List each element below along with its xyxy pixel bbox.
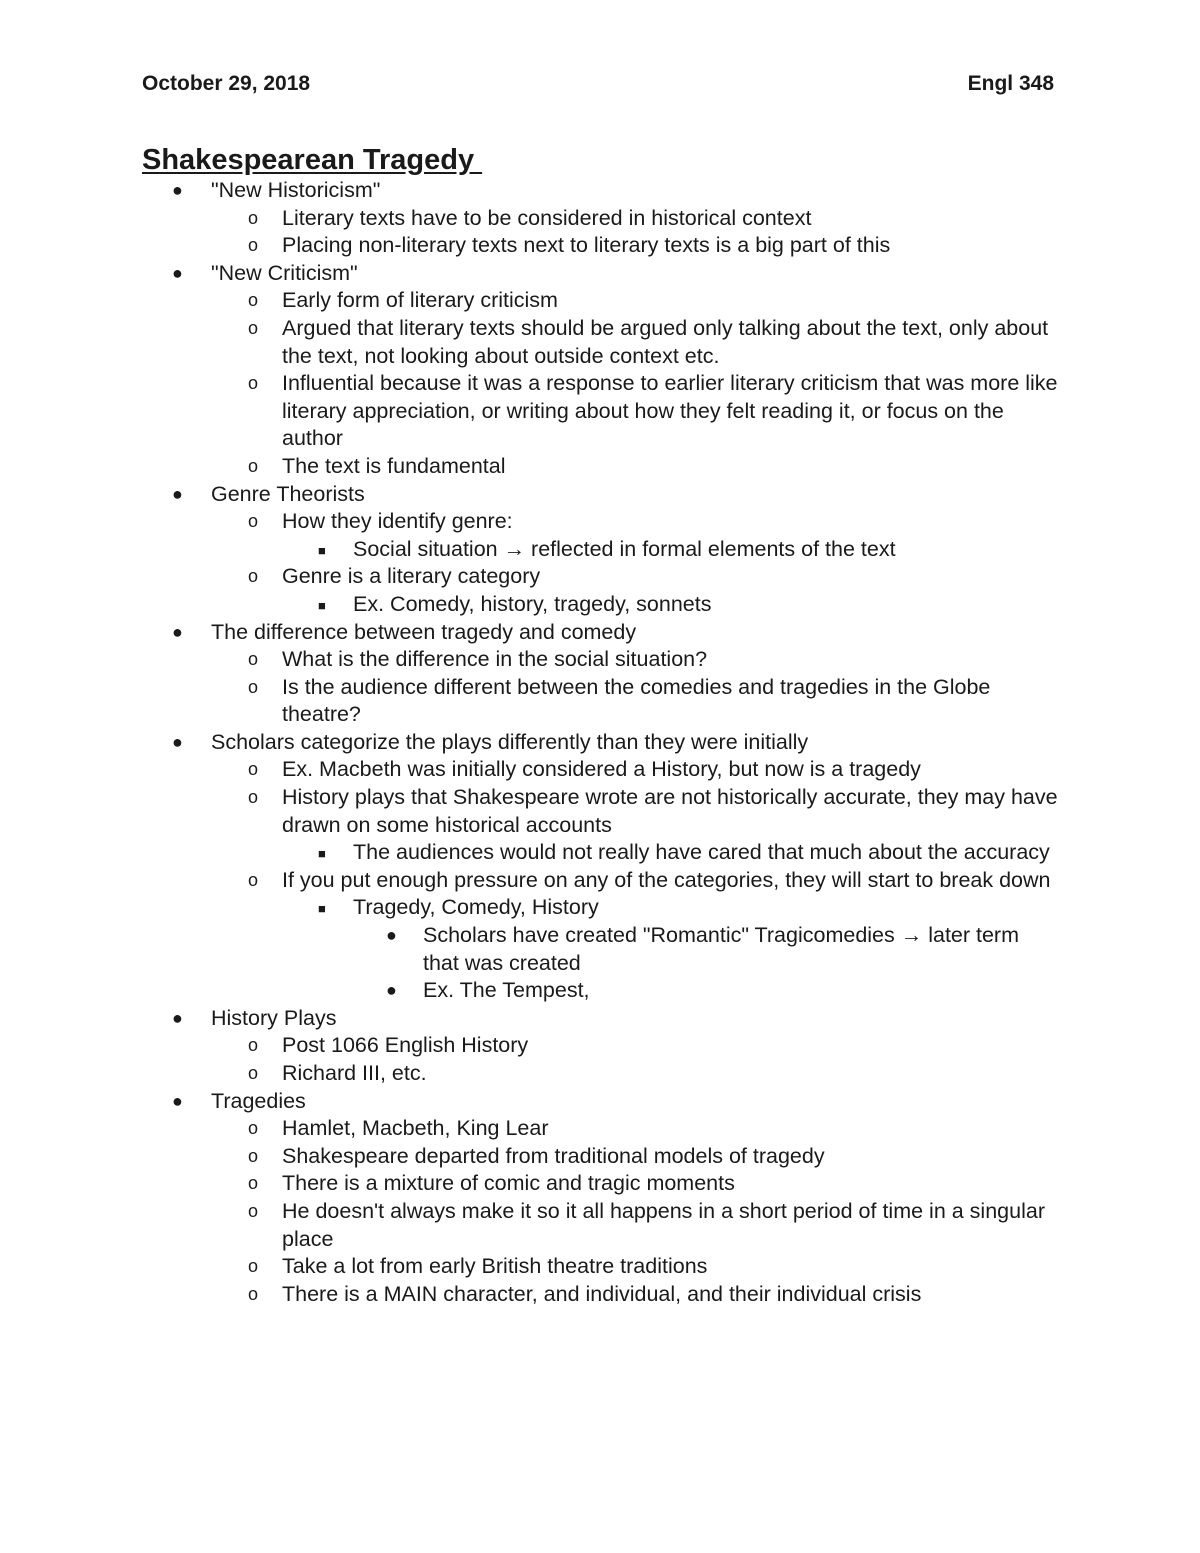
outline-item-level-2 [0,646,1200,674]
bullet-icon: ● [172,483,183,504]
bullet-icon: ■ [318,542,326,558]
bullet-icon: o [248,1256,259,1277]
outline-item-text: Richard III, etc. [282,1061,427,1085]
outline-item-text: History Plays [211,1005,337,1030]
outline-item-level-3 [0,591,1200,619]
page-title: Shakespearean Tragedy [142,144,483,176]
outline-item-text: The text is fundamental [282,453,506,478]
bullet-icon: o [248,207,259,228]
outline-item-text: History plays that Shakespeare wrote are not historically accurate, they may have drawn on some historical accounts [282,785,1058,837]
outline-item-level-2 [0,784,1200,839]
outline-item-text: There is a mixture of comic and tragic moments [282,1171,735,1196]
bullet-icon: ● [172,621,183,642]
outline-item-text: Ex. The Tempest, [423,978,590,1003]
outline-item-text: Is the audience different between the comedies and tragedies in the Globe theatre? [282,674,991,727]
outline-item-level-4 [0,977,1200,1005]
outline-item-text: There is a MAIN character, and individual, and their individual crisis [282,1281,922,1306]
outline-item-level-1 [0,177,1200,205]
bullet-icon: o [248,290,259,311]
outline-item-level-1 [0,260,1200,288]
outline-item-level-2 [0,1115,1200,1143]
outline-item-level-1 [0,619,1200,647]
outline-item-text: Tragedy, Comedy, History [353,895,599,920]
bullet-icon: ● [386,980,397,1001]
outline-item-text: Argued that literary texts should be argued only talking about the text, only about the text, not looking about outside context etc. [282,315,1049,368]
outline-item-level-2 [0,453,1200,481]
outline-item-level-2 [0,370,1200,453]
outline-item-level-3 [0,536,1200,564]
outline-item-text: The difference between tragedy and comedy [211,619,637,644]
outline-item-text: Genre is a literary category [282,564,541,589]
bullet-icon: o [248,649,259,670]
outline-item-text: Shakespeare departed from traditional models of tragedy [282,1143,825,1168]
outline-item-level-2 [0,1032,1200,1060]
outline-item-text: Early form of literary criticism [282,288,558,313]
outline-item-text: "New Criticism" [211,260,358,285]
outline-item-level-4 [0,922,1200,977]
bullet-icon: o [248,1145,259,1166]
outline-item-text: What is the difference in the social situation? [282,647,708,672]
header-course: Engl 348 [967,72,1054,95]
outline-item-text: Tragedies [211,1088,306,1113]
outline-item-level-2 [0,315,1200,370]
bullet-icon: ● [172,1007,183,1028]
bullet-icon: ■ [318,597,326,613]
outline-item-text: Social situation → reflected in formal elements of the text [353,536,896,561]
bullet-icon: ● [386,925,397,946]
outline-item-level-2 [0,1060,1200,1088]
outline-item-level-1 [0,729,1200,757]
bullet-icon: o [248,235,259,256]
bullet-icon: ● [172,180,183,200]
bullet-icon: o [248,1283,259,1304]
bullet-icon: o [248,759,259,780]
outline-item-level-2 [0,232,1200,260]
bullet-icon: ■ [318,846,326,862]
notes-outline [0,177,1200,1308]
bullet-icon: o [248,373,259,394]
outline-item-text: How they identify genre: [282,509,513,534]
outline-item-level-2 [0,205,1200,233]
outline-item-level-1 [0,1088,1200,1116]
bullet-icon: o [248,455,259,476]
outline-item-level-2 [0,508,1200,536]
outline-item-level-2 [0,1143,1200,1171]
outline-item-level-1 [0,1005,1200,1033]
outline-item-level-2 [0,1281,1200,1309]
outline-item-text: Scholars categorize the plays differently than they were initially [211,729,809,754]
outline-item-text: Scholars have created "Romantic" Tragicomedies → later term that was created [423,923,1020,975]
bullet-icon: ● [172,1090,183,1111]
outline-item-text: Ex. Macbeth was initially considered a History, but now is a tragedy [282,757,921,782]
bullet-icon: o [248,787,259,808]
outline-item-text: Influential because it was a response to earlier literary criticism that was more like literary appreciation, or writing about how they felt reading it, or focus on the author [282,371,1058,451]
bullet-icon: o [248,1035,259,1056]
bullet-icon: o [248,317,259,338]
outline-item-level-2 [0,1253,1200,1281]
outline-item-text: Hamlet, Macbeth, King Lear [282,1116,549,1141]
outline-item-level-2 [0,1198,1200,1253]
outline-item-text: Post 1066 English History [282,1033,529,1058]
outline-item-level-2 [0,563,1200,591]
outline-item-level-2 [0,287,1200,315]
outline-item-level-2 [0,1170,1200,1198]
bullet-icon: o [248,566,259,587]
outline-item-level-1 [0,481,1200,509]
outline-item-text: The audiences would not really have cared that much about the accuracy [353,840,1050,865]
bullet-icon: ■ [318,901,326,917]
outline-item-level-3 [0,894,1200,922]
outline-item-text: "New Historicism" [211,178,381,202]
outline-item-level-2 [0,756,1200,784]
outline-item-level-2 [0,867,1200,895]
bullet-icon: o [248,1173,259,1194]
bullet-icon: o [248,1200,259,1221]
outline-item-text: Literary texts have to be considered in historical context [282,205,812,230]
outline-item-text: Take a lot from early British theatre traditions [282,1254,708,1279]
outline-item-level-3 [0,839,1200,867]
bullet-icon: o [248,511,259,532]
bullet-icon: o [248,869,259,890]
bullet-icon: ● [172,262,183,283]
header-date: October 29, 2018 [142,72,311,95]
outline-item-text: He doesn't always make it so it all happens in a short period of time in a singular place [282,1198,1045,1251]
outline-item-text: Placing non-literary texts next to literary texts is a big part of this [282,233,891,258]
outline-item-text: Genre Theorists [211,481,365,506]
bullet-icon: o [248,1118,259,1139]
page-header [142,70,1054,98]
bullet-icon: o [248,1063,259,1083]
bullet-icon: o [248,676,259,697]
bullet-icon: ● [172,731,183,752]
outline-item-level-2 [0,674,1200,729]
outline-item-text: If you put enough pressure on any of the categories, they will start to break down [282,867,1051,892]
outline-item-text: Ex. Comedy, history, tragedy, sonnets [353,591,712,616]
